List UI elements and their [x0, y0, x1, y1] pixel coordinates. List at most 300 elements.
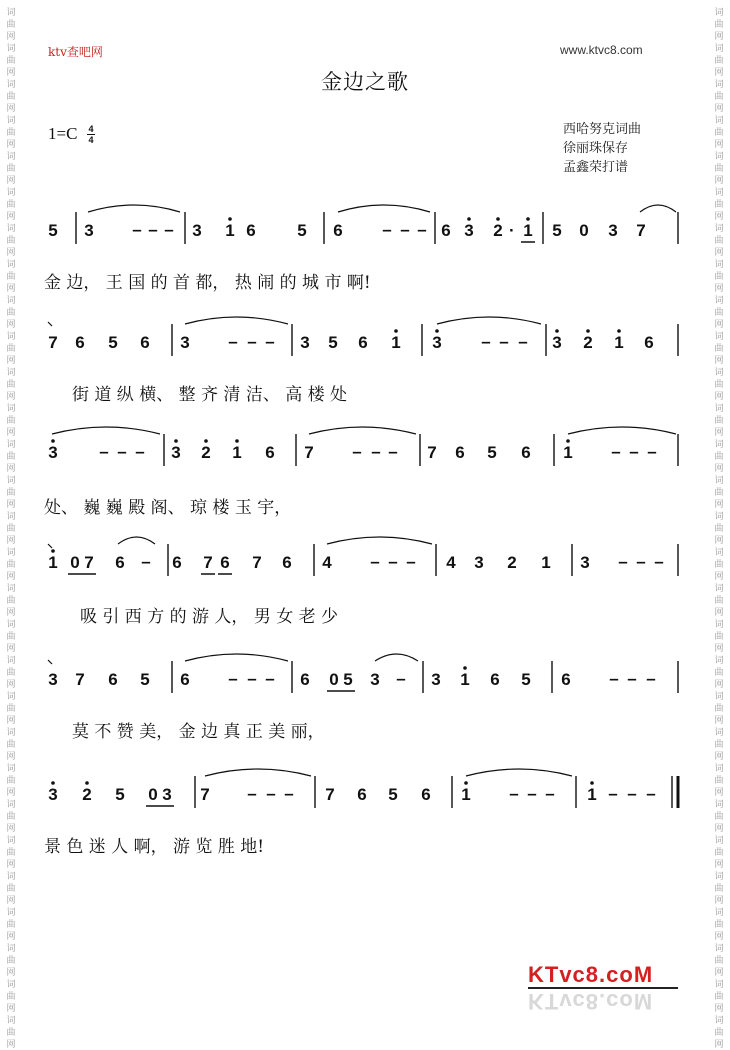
jianpu-note: 4 — [446, 553, 456, 572]
watermark-char: 曲 — [714, 776, 724, 786]
jianpu-note: 3 — [474, 553, 484, 572]
jianpu-note: 7 — [200, 785, 210, 804]
octave-dot-above — [586, 329, 590, 333]
watermark-char: 曲 — [6, 956, 16, 966]
watermark-char: 曲 — [6, 1028, 16, 1038]
watermark-char: 词 — [714, 656, 724, 666]
watermark-char: 网 — [6, 32, 16, 42]
sustain-dash: – — [117, 442, 127, 461]
watermark-char: 曲 — [6, 92, 16, 102]
watermark-char: 曲 — [714, 236, 724, 246]
jianpu-note: 0 — [70, 553, 80, 572]
watermark-char: 网 — [714, 500, 724, 510]
jianpu-note: 1 — [523, 221, 533, 240]
sustain-dash: – — [654, 552, 664, 571]
octave-dot-above — [85, 781, 89, 785]
watermark-char: 网 — [714, 752, 724, 762]
jianpu-note: 3 — [171, 443, 181, 462]
jianpu-note: 6 — [115, 553, 125, 572]
sustain-dash: – — [388, 552, 398, 571]
watermark-char: 网 — [714, 356, 724, 366]
watermark-char: 曲 — [6, 992, 16, 1002]
jianpu-note: 6 — [108, 670, 118, 689]
sustain-dash: – — [352, 442, 362, 461]
watermark-char: 词 — [6, 332, 16, 342]
jianpu-note: 7 — [252, 553, 262, 572]
jianpu-note: 1 — [541, 553, 551, 572]
jianpu-note: 3 — [162, 785, 172, 804]
slur-arc — [640, 205, 676, 212]
jianpu-note: 3 — [192, 221, 202, 240]
watermark-char: 网 — [714, 284, 724, 294]
watermark-char: 曲 — [714, 524, 724, 534]
watermark-char: 曲 — [6, 524, 16, 534]
watermark-char: 曲 — [714, 956, 724, 966]
jianpu-note: 2 — [493, 221, 503, 240]
jianpu-note: 6 — [300, 670, 310, 689]
watermark-char: 曲 — [6, 452, 16, 462]
slur-arc — [338, 205, 430, 212]
sustain-dash: – — [406, 552, 416, 571]
watermark-char: 词 — [714, 296, 724, 306]
jianpu-note: 6 — [265, 443, 275, 462]
song-title: 金边之歌 — [321, 70, 409, 94]
jianpu-note: 3 — [48, 670, 58, 689]
sustain-dash: – — [499, 332, 509, 351]
key-signature: 1=C — [48, 124, 78, 143]
watermark-char: 词 — [6, 188, 16, 198]
watermark-char: 网 — [6, 788, 16, 798]
jianpu-note: 6 — [561, 670, 571, 689]
watermark-char: 网 — [6, 176, 16, 186]
watermark-char: 词 — [6, 908, 16, 918]
watermark-char: 网 — [6, 716, 16, 726]
watermark-char: 词 — [6, 836, 16, 846]
watermark-char: 网 — [714, 572, 724, 582]
watermark-char: 曲 — [714, 416, 724, 426]
lyric-line-6: 景 色 迷 人 啊， 游 览 胜 地! — [44, 837, 265, 857]
jianpu-note: 5 — [552, 221, 562, 240]
watermark-char: 曲 — [6, 704, 16, 714]
ktvc8-logo — [528, 962, 678, 1022]
watermark-char: 词 — [714, 44, 724, 54]
jianpu-note: 2 — [201, 443, 211, 462]
lyric-line-4: 吸 引 西 方 的 游 人， 男 女 老 少 — [80, 607, 339, 627]
octave-dot-above — [51, 781, 55, 785]
watermark-char: 曲 — [6, 596, 16, 606]
jianpu-note: 6 — [357, 785, 367, 804]
octave-dot-above — [526, 217, 530, 221]
watermark-char: 网 — [714, 716, 724, 726]
sustain-dash: – — [518, 332, 528, 351]
jianpu-note: 3 — [464, 221, 474, 240]
slur-arc — [88, 205, 180, 212]
jianpu-note: 6 — [172, 553, 182, 572]
watermark-char: 网 — [714, 1040, 724, 1050]
sustain-dash: – — [647, 442, 657, 461]
watermark-char: 网 — [714, 212, 724, 222]
jianpu-note: 3 — [580, 553, 590, 572]
jianpu-note: 1 — [563, 443, 573, 462]
watermark-char: 曲 — [6, 56, 16, 66]
watermark-char: 曲 — [6, 812, 16, 822]
watermark-char: 词 — [6, 980, 16, 990]
watermark-char: 词 — [6, 872, 16, 882]
watermark-char: 网 — [6, 500, 16, 510]
watermark-char: 词 — [6, 404, 16, 414]
sustain-dash: – — [417, 220, 427, 239]
sustain-dash: – — [388, 442, 398, 461]
watermark-char: 网 — [714, 248, 724, 258]
watermark-char: 曲 — [714, 560, 724, 570]
slur-arc — [375, 654, 418, 661]
watermark-char: 曲 — [714, 848, 724, 858]
watermark-char: 网 — [6, 428, 16, 438]
time-signature-top: 4 — [88, 124, 94, 134]
watermark-char: 曲 — [6, 740, 16, 750]
watermark-char: 词 — [714, 476, 724, 486]
watermark-char: 曲 — [714, 308, 724, 318]
watermark-char: 词 — [714, 512, 724, 522]
octave-dot-above — [617, 329, 621, 333]
slur-arc — [437, 317, 541, 324]
slur-arc — [185, 654, 288, 661]
sustain-dash: – — [400, 220, 410, 239]
sustain-dash: – — [382, 220, 392, 239]
site-name: ktv查吧网 — [48, 45, 103, 59]
watermark-char: 词 — [6, 8, 16, 18]
watermark-char: 网 — [6, 104, 16, 114]
jianpu-note: 3 — [48, 443, 58, 462]
credit-lyricist: 西哈努克词曲 — [563, 122, 642, 137]
sustain-dash: – — [265, 669, 275, 688]
octave-dot-above — [174, 439, 178, 443]
watermark-char: 曲 — [6, 200, 16, 210]
sustain-dash: – — [141, 552, 151, 571]
jianpu-note: 5 — [343, 670, 353, 689]
watermark-char: 词 — [714, 548, 724, 558]
watermark-char: 曲 — [6, 884, 16, 894]
lyric-line-1: 金 边， 王 国 的 首 都， 热 闹 的 城 市 啊! — [44, 273, 371, 293]
jianpu-note: 6 — [521, 443, 531, 462]
jianpu-note: 6 — [180, 670, 190, 689]
watermark-char: 词 — [6, 260, 16, 270]
logo-text: KTvc8.coM — [528, 962, 654, 987]
watermark-char: 曲 — [714, 920, 724, 930]
jianpu-note: 7 — [304, 443, 314, 462]
jianpu-note: 1 — [460, 670, 470, 689]
slur-arc — [52, 427, 160, 434]
watermark-char: 网 — [6, 932, 16, 942]
watermark-char: 网 — [6, 392, 16, 402]
octave-dot-above — [566, 439, 570, 443]
jianpu-note: 1 — [232, 443, 242, 462]
watermark-char: 曲 — [714, 272, 724, 282]
octave-dot-above — [463, 666, 467, 670]
time-signature-bottom: 4 — [88, 135, 94, 145]
jianpu-note: 6 — [220, 553, 230, 572]
jianpu-note: 2 — [583, 333, 593, 352]
jianpu-note: 6 — [455, 443, 465, 462]
jianpu-note: 5 — [140, 670, 150, 689]
sustain-dash: – — [545, 784, 555, 803]
watermark-char: 词 — [714, 260, 724, 270]
sustain-dash: – — [247, 784, 257, 803]
watermark-char: 网 — [6, 644, 16, 654]
watermark-char: 词 — [6, 476, 16, 486]
jianpu-note: 5 — [108, 333, 118, 352]
credit-preserver: 徐丽珠保存 — [563, 141, 629, 156]
jianpu-note: 7 — [75, 670, 85, 689]
octave-dot-above — [467, 217, 471, 221]
jianpu-note: 5 — [521, 670, 531, 689]
octave-dot-above — [394, 329, 398, 333]
watermark-char: 曲 — [6, 128, 16, 138]
watermark-char: 词 — [714, 620, 724, 630]
watermark-char: 曲 — [6, 236, 16, 246]
watermark-char: 曲 — [714, 740, 724, 750]
jianpu-note: 5 — [48, 221, 58, 240]
jianpu-note: 7 — [427, 443, 437, 462]
watermark-char: 词 — [714, 152, 724, 162]
watermark-char: 词 — [714, 80, 724, 90]
jianpu-note: 6 — [333, 221, 343, 240]
jianpu-note: 7 — [203, 553, 213, 572]
watermark-char: 曲 — [714, 884, 724, 894]
sustain-dash: – — [132, 220, 142, 239]
jianpu-note: 0 — [579, 221, 589, 240]
watermark-char: 曲 — [714, 1028, 724, 1038]
watermark-char: 网 — [714, 68, 724, 78]
watermark-char: 网 — [714, 320, 724, 330]
watermark-char: 曲 — [6, 632, 16, 642]
watermark-char: 曲 — [6, 416, 16, 426]
watermark-char: 词 — [6, 368, 16, 378]
augmentation-dot: · — [509, 221, 515, 240]
watermark-char: 词 — [714, 908, 724, 918]
watermark-char: 词 — [714, 8, 724, 18]
watermark-char: 网 — [6, 572, 16, 582]
watermark-char: 词 — [6, 1016, 16, 1026]
watermark-char: 词 — [6, 296, 16, 306]
slur-arc — [327, 537, 432, 544]
watermark-char: 网 — [714, 860, 724, 870]
slur-arc — [466, 769, 572, 776]
watermark-char: 曲 — [714, 380, 724, 390]
watermark-char: 词 — [6, 224, 16, 234]
watermark-char: 网 — [6, 860, 16, 870]
watermark-char: 词 — [714, 332, 724, 342]
watermark-char: 网 — [6, 608, 16, 618]
watermark-char: 网 — [6, 68, 16, 78]
watermark-char: 网 — [714, 140, 724, 150]
watermark-char: 曲 — [714, 488, 724, 498]
watermark-char: 网 — [714, 608, 724, 618]
watermark-char: 网 — [714, 932, 724, 942]
jianpu-note: 5 — [115, 785, 125, 804]
sustain-dash: – — [370, 552, 380, 571]
watermark-char: 词 — [6, 80, 16, 90]
watermark-char: 词 — [6, 944, 16, 954]
watermark-char: 网 — [6, 356, 16, 366]
watermark-char: 词 — [6, 692, 16, 702]
octave-dot-above — [51, 549, 55, 553]
watermark-char: 曲 — [714, 632, 724, 642]
sustain-dash: – — [527, 784, 537, 803]
jianpu-note: 0 — [329, 670, 339, 689]
jianpu-note: 3 — [84, 221, 94, 240]
jianpu-note: 6 — [282, 553, 292, 572]
watermark-char: 词 — [6, 656, 16, 666]
grace-mark — [48, 322, 52, 326]
watermark-char: 网 — [6, 896, 16, 906]
watermark-char: 网 — [6, 248, 16, 258]
watermark-char: 曲 — [6, 776, 16, 786]
watermark-char: 曲 — [6, 668, 16, 678]
slur-arc — [309, 427, 416, 434]
site-url: www.ktvc8.com — [560, 43, 643, 57]
watermark-char: 曲 — [714, 992, 724, 1002]
jianpu-note: 6 — [644, 333, 654, 352]
sustain-dash: – — [371, 442, 381, 461]
watermark-char: 词 — [6, 116, 16, 126]
watermark-char: 曲 — [6, 488, 16, 498]
sustain-dash: – — [646, 784, 656, 803]
sustain-dash: – — [636, 552, 646, 571]
watermark-char: 网 — [6, 284, 16, 294]
watermark-char: 词 — [714, 944, 724, 954]
watermark-char: 词 — [6, 152, 16, 162]
watermark-char: 词 — [6, 44, 16, 54]
watermark-char: 词 — [6, 584, 16, 594]
watermark-char: 词 — [714, 728, 724, 738]
watermark-char: 词 — [6, 728, 16, 738]
octave-dot-above — [51, 439, 55, 443]
watermark-char: 词 — [714, 872, 724, 882]
sustain-dash: – — [148, 220, 158, 239]
logo-reflection: KTvc8.coM — [528, 989, 654, 1014]
jianpu-note: 1 — [461, 785, 471, 804]
watermark-char: 网 — [6, 1004, 16, 1014]
grace-mark — [48, 544, 52, 548]
watermark-char: 曲 — [6, 20, 16, 30]
watermark-char: 曲 — [6, 164, 16, 174]
watermark-char: 曲 — [714, 92, 724, 102]
sustain-dash: – — [265, 332, 275, 351]
sustain-dash: – — [247, 332, 257, 351]
jianpu-note: 7 — [84, 553, 94, 572]
watermark-char: 词 — [6, 548, 16, 558]
octave-dot-above — [590, 781, 594, 785]
watermark-char: 曲 — [714, 56, 724, 66]
jianpu-note: 6 — [441, 221, 451, 240]
credit-arranger: 孟鑫荣打谱 — [563, 160, 629, 175]
lyric-line-2: 街 道 纵 横、 整 齐 清 洁、 高 楼 处 — [72, 385, 348, 405]
jianpu-note: 2 — [82, 785, 92, 804]
watermark-char: 曲 — [714, 200, 724, 210]
sustain-dash: – — [135, 442, 145, 461]
jianpu-note: 7 — [48, 333, 58, 352]
watermark-char: 网 — [714, 824, 724, 834]
watermark-char: 网 — [714, 968, 724, 978]
jianpu-note: 1 — [225, 221, 235, 240]
watermark-char: 网 — [714, 1004, 724, 1014]
watermark-char: 词 — [6, 620, 16, 630]
sustain-dash: – — [228, 332, 238, 351]
slur-arc — [568, 427, 676, 434]
jianpu-note: 5 — [487, 443, 497, 462]
watermark-char: 词 — [714, 1016, 724, 1026]
slur-arc — [118, 537, 155, 544]
watermark-char: 网 — [714, 428, 724, 438]
watermark-char: 曲 — [714, 596, 724, 606]
watermark-char: 网 — [714, 32, 724, 42]
sustain-dash: – — [627, 669, 637, 688]
octave-dot-above — [204, 439, 208, 443]
watermark-char: 曲 — [714, 668, 724, 678]
watermark-char: 曲 — [714, 812, 724, 822]
slur-arc — [185, 317, 288, 324]
watermark-char: 词 — [714, 404, 724, 414]
watermark-char: 网 — [714, 104, 724, 114]
watermark-char: 曲 — [714, 344, 724, 354]
sustain-dash: – — [247, 669, 257, 688]
watermark-char: 网 — [6, 1040, 16, 1050]
watermark-char: 曲 — [6, 560, 16, 570]
sustain-dash: – — [611, 442, 621, 461]
jianpu-note: 5 — [388, 785, 398, 804]
watermark-char: 网 — [714, 896, 724, 906]
sustain-dash: – — [646, 669, 656, 688]
watermark-char: 网 — [6, 464, 16, 474]
sustain-dash: – — [284, 784, 294, 803]
jianpu-note: 1 — [587, 785, 597, 804]
watermark-char: 曲 — [6, 380, 16, 390]
slur-arc — [205, 769, 311, 776]
jianpu-note: 1 — [614, 333, 624, 352]
watermark-char: 网 — [6, 968, 16, 978]
watermark-char: 网 — [6, 320, 16, 330]
sustain-dash: – — [481, 332, 491, 351]
jianpu-note: 5 — [328, 333, 338, 352]
sustain-dash: – — [396, 669, 406, 688]
watermark-char: 曲 — [714, 20, 724, 30]
octave-dot-above — [555, 329, 559, 333]
watermark-char: 词 — [6, 440, 16, 450]
jianpu-note: 7 — [325, 785, 335, 804]
octave-dot-above — [496, 217, 500, 221]
watermark-char: 网 — [714, 176, 724, 186]
watermark-char: 网 — [714, 644, 724, 654]
jianpu-note: 5 — [297, 221, 307, 240]
watermark-char: 网 — [6, 212, 16, 222]
watermark-char: 网 — [714, 680, 724, 690]
octave-dot-above — [235, 439, 239, 443]
jianpu-note: 4 — [322, 553, 332, 572]
jianpu-note: 3 — [552, 333, 562, 352]
watermark-char: 词 — [714, 440, 724, 450]
watermark-char: 网 — [6, 680, 16, 690]
sustain-dash: – — [629, 442, 639, 461]
watermark-char: 词 — [714, 800, 724, 810]
jianpu-note: 6 — [246, 221, 256, 240]
jianpu-note: 6 — [490, 670, 500, 689]
watermark-char: 词 — [714, 836, 724, 846]
watermark-char: 词 — [6, 764, 16, 774]
sustain-dash: – — [627, 784, 637, 803]
sustain-dash: – — [99, 442, 109, 461]
jianpu-note: 7 — [636, 221, 646, 240]
